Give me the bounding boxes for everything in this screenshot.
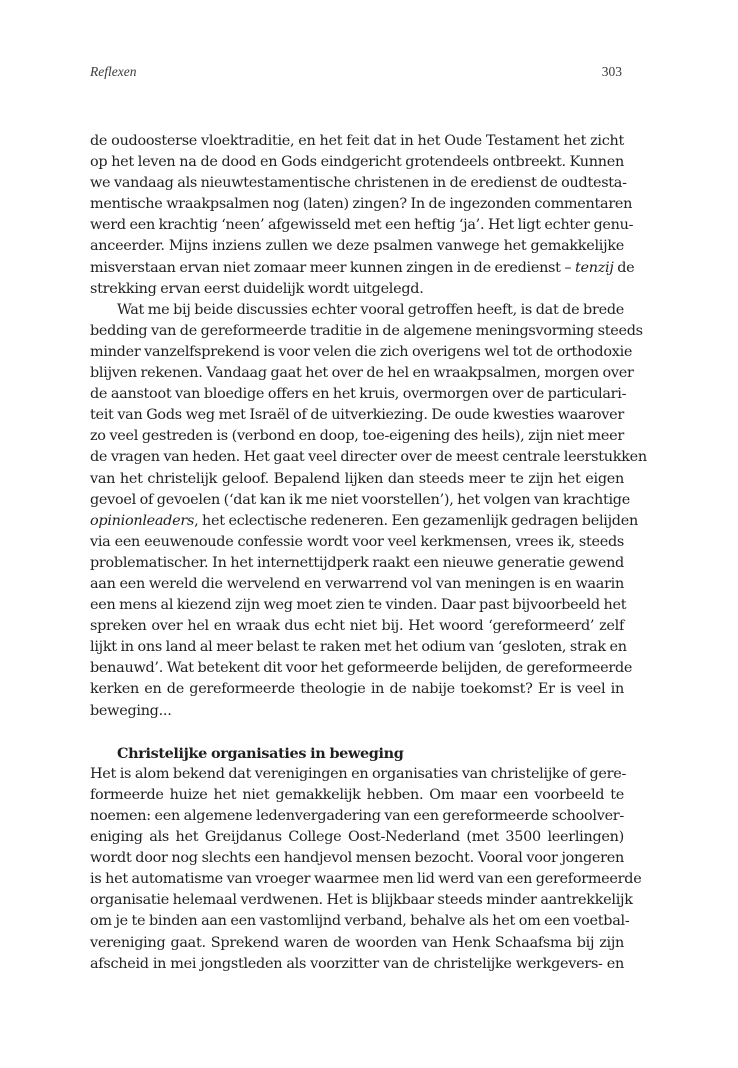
text-line: spreken over hel en wraak dus echt niet bij. Het woord ‘gereformeerd’ zelf bbox=[90, 618, 624, 635]
text-line bbox=[90, 258, 635, 279]
text-line: beweging... bbox=[90, 702, 172, 719]
text-line: gevoel of gevoelen (‘dat kan ik me niet voorstellen’), het volgen van krachtige bbox=[90, 491, 630, 508]
page-number: 303 bbox=[601, 64, 622, 79]
text-line: via een eeuwenoude confessie wordt voor veel kerkmensen, vrees ik, steeds bbox=[90, 533, 624, 550]
text-line: Wat me bij beide discussies echter vooral getroffen heeft, is dat de brede bbox=[117, 301, 624, 318]
text-line: Het is alom bekend dat verenigingen en organisaties van christelijke of gere- bbox=[90, 765, 627, 782]
text-line: werd een krachtig ‘neen’ afgewisseld met een heftig ‘ja’. Het ligt echter genu- bbox=[90, 217, 634, 234]
text-line: strekking ervan eerst duidelijk wordt uitgelegd. bbox=[90, 280, 424, 297]
text-line: teit van Gods weg met Israël of de uitverkiezing. De oude kwesties waarover bbox=[90, 407, 624, 424]
text-line: aan een wereld die wervelend en verwarrend vol van meningen is en waarin bbox=[90, 575, 624, 592]
text-line: de vragen van heden. Het gaat veel directer over de meest centrale leerstukken bbox=[90, 449, 647, 466]
text-line: we vandaag als nieuwtestamentische christenen in de eredienst de oudtesta- bbox=[90, 175, 627, 192]
text-span: de bbox=[613, 259, 635, 276]
text-line: wordt door nog slechts een handjevol mensen bezocht. Vooral voor jongeren bbox=[90, 850, 624, 867]
text-line: de aanstoot van bloedige offers en het kruis, overmorgen over de particulari- bbox=[90, 386, 627, 403]
text-line: afscheid in mei jongstleden als voorzitter van de christelijke werkgevers- en bbox=[90, 955, 624, 972]
text-line: vereniging gaat. Sprekend waren de woorden van Henk Schaafsma bij zijn bbox=[90, 934, 624, 951]
text-line: op het leven na de dood en Gods eindgericht grotendeels ontbreekt. Kunnen bbox=[90, 154, 624, 171]
text-line: de oudoosterse vloektraditie, en het feit dat in het Oude Testament het zicht bbox=[90, 133, 624, 149]
text-line: van het christelijk geloof. Bepalend lijken dan steeds meer te zijn het eigen bbox=[90, 470, 624, 487]
emphasis-text: opinionleaders bbox=[90, 512, 195, 529]
text-line: formeerde huize het niet gemakkelijk hebben. Om maar een voorbeeld te bbox=[90, 786, 624, 803]
text-line: kerken en de gereformeerde theologie in de nabije toekomst? Er is veel in bbox=[90, 681, 624, 698]
text-line: benauwd’. Wat betekent dit voor het geformeerde belijden, de gereformeerde bbox=[90, 660, 633, 677]
text-line: noemen: een algemene ledenvergadering van een gereformeerde schoolver- bbox=[90, 808, 624, 824]
text-line: is het automatisme van vroeger waarmee men lid werd van een gereformeerde bbox=[90, 871, 642, 888]
text-line: een mens al kiezend zijn weg moet zien te vinden. Daar past bijvoorbeeld het bbox=[90, 597, 627, 614]
text-line: minder vanzelfsprekend is voor velen die zich overigens wel tot de orthodoxie bbox=[90, 343, 633, 360]
text-line: anceerder. Mijns inziens zullen we deze psalmen vanwege het gemakkelijke bbox=[90, 238, 624, 255]
text-line bbox=[90, 511, 638, 532]
running-title: Reflexen bbox=[90, 64, 137, 79]
text-line: problematischer. In het internettijdperk raakt een nieuwe generatie gewend bbox=[90, 554, 624, 571]
emphasis-text: tenzij bbox=[574, 259, 614, 276]
body-text bbox=[90, 131, 647, 975]
text-line: eniging als het Greijdanus College Oost-Nederland (met 3500 leerlingen) bbox=[90, 829, 624, 846]
text-line: organisatie helemaal verdwenen. Het is blijkbaar steeds minder aantrekkelijk bbox=[90, 892, 633, 909]
text-line: zo veel gestreden is (verbond en doop, toe-eigening des heils), zijn niet meer bbox=[90, 428, 624, 445]
text-span: misverstaan ervan niet zomaar meer kunnen zingen in de eredienst – bbox=[90, 259, 572, 276]
section-heading: Christelijke organisaties in beweging bbox=[117, 744, 404, 762]
text-line: mentische wraakpsalmen nog (laten) zingen? In de ingezonden commentaren bbox=[90, 196, 633, 213]
text-line: lijkt in ons land al meer belast te raken met het odium van ‘gesloten, strak en bbox=[90, 639, 627, 656]
text-line: om je te binden aan een vastomlijnd verband, behalve als het om een voetbal- bbox=[90, 913, 630, 930]
paragraph-gap bbox=[90, 722, 624, 743]
text-line: blijven rekenen. Vandaag gaat het over de hel en wraakpsalmen, morgen over bbox=[90, 365, 634, 382]
text-span: , het eclectische redeneren. Een gezamenlijk gedragen belijden bbox=[194, 512, 638, 529]
text-line: bedding van de gereformeerde traditie in de algemene meningsvorming steeds bbox=[90, 322, 643, 339]
